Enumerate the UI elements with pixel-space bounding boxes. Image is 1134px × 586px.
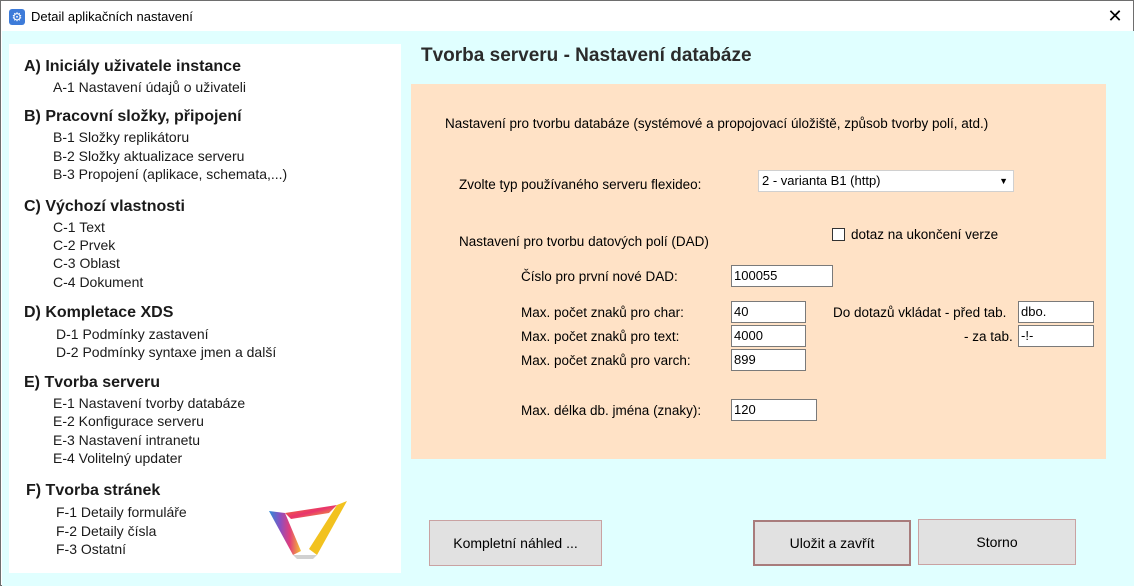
- dbname-max-label: Max. délka db. jména (znaky):: [521, 403, 702, 418]
- settings-gear-icon: ⚙: [9, 9, 25, 25]
- first-dad-label: Číslo pro první nové DAD:: [521, 269, 678, 284]
- section-b-title[interactable]: B) Pracovní složky, připojení: [24, 108, 242, 125]
- nav-item-c3[interactable]: C-3 Oblast: [53, 255, 120, 271]
- varch-max-field[interactable]: 899: [731, 349, 806, 371]
- checkbox-label: dotaz na ukončení verze: [851, 227, 999, 242]
- dbname-max-field[interactable]: 120: [731, 399, 817, 421]
- nav-item-a1[interactable]: A-1 Nastavení údajů o uživateli: [53, 79, 246, 95]
- nav-item-f1[interactable]: F-1 Detaily formuláře: [56, 504, 187, 520]
- section-d-title[interactable]: D) Kompletace XDS: [24, 304, 174, 321]
- nav-item-e3[interactable]: E-3 Nastavení intranetu: [53, 432, 201, 448]
- cancel-button[interactable]: Storno: [918, 519, 1076, 565]
- full-preview-button[interactable]: Kompletní náhled ...: [429, 520, 602, 566]
- client-area: [2, 31, 1134, 586]
- dad-section-label: Nastavení pro tvorbu datových polí (DAD): [459, 234, 709, 249]
- nav-item-f3[interactable]: F-3 Ostatní: [56, 541, 127, 557]
- nav-item-c1[interactable]: C-1 Text: [53, 219, 105, 235]
- nav-item-d2[interactable]: D-2 Podmínky syntaxe jmen a další: [56, 344, 277, 360]
- nav-item-d1[interactable]: D-1 Podmínky zastavení: [56, 326, 209, 342]
- nav-item-c4[interactable]: C-4 Dokument: [53, 274, 144, 290]
- page-title: Tvorba serveru - Nastavení databáze: [421, 45, 752, 66]
- nav-item-f2[interactable]: F-2 Detaily čísla: [56, 523, 157, 539]
- window-title: Detail aplikačních nastavení: [31, 9, 193, 24]
- app-logo-icon: [267, 499, 349, 561]
- first-dad-field[interactable]: 100055: [731, 265, 833, 287]
- confirm-end-version-checkbox[interactable]: [832, 228, 845, 241]
- nav-item-b1[interactable]: B-1 Složky replikátoru: [53, 129, 190, 145]
- char-max-label: Max. počet znaků pro char:: [521, 305, 684, 320]
- before-tab-label: Do dotazů vkládat - před tab.: [833, 305, 1007, 320]
- before-tab-field[interactable]: dbo.: [1018, 301, 1094, 323]
- close-button[interactable]: ✕: [1107, 6, 1123, 26]
- server-type-select[interactable]: [758, 170, 1014, 192]
- after-tab-field[interactable]: -!-: [1018, 325, 1094, 347]
- section-f-title[interactable]: F) Tvorba stránek: [26, 482, 161, 499]
- section-a-title[interactable]: A) Iniciály uživatele instance: [24, 58, 241, 75]
- nav-item-e4[interactable]: E-4 Volitelný updater: [53, 450, 183, 466]
- text-max-field[interactable]: 4000: [731, 325, 806, 347]
- panel-description: Nastavení pro tvorbu databáze (systémové a propojovací úložiště, způsob tvorby polí, atd.): [445, 116, 989, 131]
- server-type-value: 2 - varianta B1 (http): [762, 173, 881, 188]
- nav-item-c2[interactable]: C-2 Prvek: [53, 237, 116, 253]
- database-settings-panel: [411, 84, 1106, 459]
- nav-item-e2[interactable]: E-2 Konfigurace serveru: [53, 413, 204, 429]
- save-and-close-button[interactable]: Uložit a zavřít: [753, 520, 911, 566]
- nav-item-e1[interactable]: E-1 Nastavení tvorby databáze: [53, 395, 246, 411]
- text-max-label: Max. počet znaků pro text:: [521, 329, 680, 344]
- char-max-field[interactable]: 40: [731, 301, 806, 323]
- server-type-label: Zvolte typ používaného serveru flexideo:: [459, 177, 702, 192]
- section-c-title[interactable]: C) Výchozí vlastnosti: [24, 198, 185, 215]
- chevron-down-icon: ▼: [999, 176, 1008, 186]
- section-e-title[interactable]: E) Tvorba serveru: [24, 374, 161, 391]
- settings-navigation: [9, 44, 401, 573]
- nav-item-b3[interactable]: B-3 Propojení (aplikace, schemata,...): [53, 166, 288, 182]
- varch-max-label: Max. počet znaků pro varch:: [521, 353, 691, 368]
- after-tab-label: - za tab.: [964, 329, 1013, 344]
- title-bar: [1, 1, 1133, 31]
- nav-item-b2[interactable]: B-2 Složky aktualizace serveru: [53, 148, 245, 164]
